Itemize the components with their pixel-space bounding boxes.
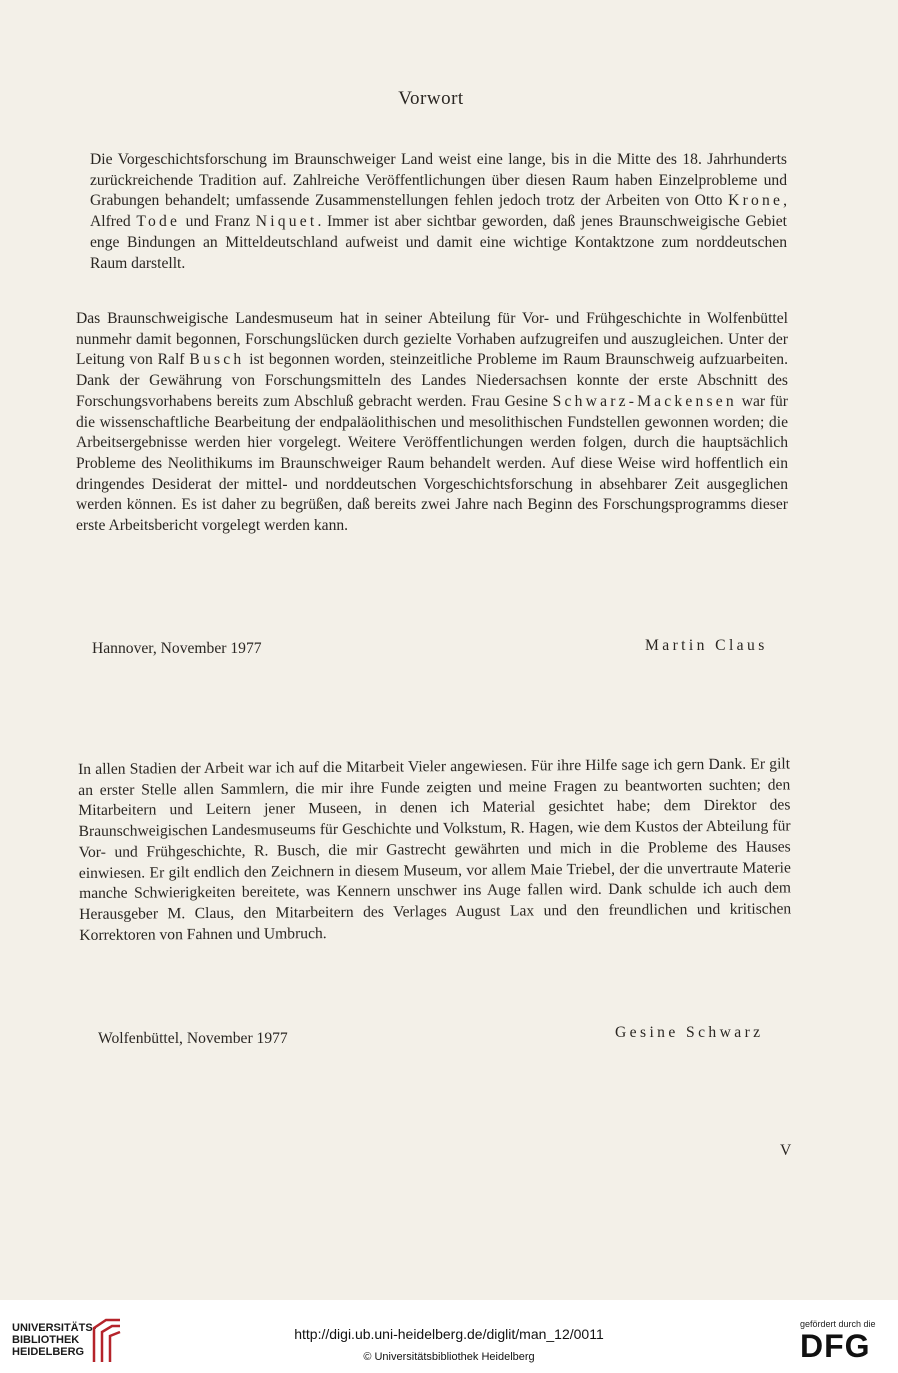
page-number: V [780,1142,792,1159]
library-line3: HEIDELBERG [12,1346,85,1358]
page-title: Vorwort [398,88,464,109]
paragraph-intro [90,150,787,274]
footer-bar [0,1300,898,1373]
dfg-label: gefördert durch die [800,1319,876,1329]
library-line1: UNIVERSITÄTS- [12,1322,97,1334]
signature-martin-claus: Martin Claus [645,637,768,654]
place-date-hannover: Hannover, November 1977 [92,640,262,657]
name-tode: Tode [136,213,181,231]
signature-gesine-schwarz: Gesine Schwarz [615,1024,764,1041]
copyright-text: © Universitätsbibliothek Heidelberg [363,1351,535,1363]
name-niquet: Niquet [255,213,318,231]
para1-text-a: Die Vorgeschichtsforschung im Braunschweiger Land weist eine lange, bis in die Mitte des 18. Jahrhunderts zurückreichende Tradition auf. Zahlreiche Veröffentlichungen über diesen Raum haben Einzelprobleme und Grabungen behandelt; umfassende Zusammenstellungen fehlen jedoch trotz der Arbeiten von Otto [90,151,787,210]
para1-mid1: , Alfred [90,192,787,231]
para1-text-b: . Immer ist aber sichtbar geworden, daß jenes Braunschweigische Gebiet enge Bindungen an Mitteldeutschland aufweist und damit eine wichtige Kontaktzone zum norddeutschen Raum darstellt. [90,213,787,272]
para2-text-b: ist begonnen worden, steinzeitliche Probleme im Raum Braunschweig aufzuarbeiten. Dank der Gewährung von Forschungsmitteln des Landes Niedersachsen konnte der erste Abschnitt des Forschungsvorhabens bereits zum Abschluß gebracht werden. Frau Gesine [76,351,789,410]
name-krone: Krone [728,192,784,210]
library-line2: BIBLIOTHEK [12,1334,80,1346]
para1-mid2: und Franz [180,213,256,231]
name-busch: Busch [189,351,245,369]
source-url-link[interactable]: http://digi.ub.uni-heidelberg.de/diglit/man_12/0011 [294,1326,604,1342]
paragraph-museum [76,309,788,537]
dfg-logo: DFG [800,1328,871,1364]
place-date-wolfenbuettel: Wolfenbüttel, November 1977 [98,1030,288,1047]
paragraph-acknowledgements: In allen Stadien der Arbeit war ich auf die Mitarbeit Vieler angewiesen. Für ihre Hilfe sage ich gern Dank. Er gilt an erster Stelle allen Sammlern, die mir ihre Funde zeigten und meine Fragen zu beantworten suchten; den Mitarbeitern und Leitern jener Museen, in denen ich Material gesichtet habe; dem Direktor des Braunschweigischen Landesmuseums für Geschichte und Volkstum, R. Hagen, wie dem Kustos der Abteilung für Vor- und Frühgeschichte, R. Busch, die mir Gastrecht gewährten und mich in die Probleme des Hauses einwiesen. Er gilt endlich den Zeichnern in diesem Museum, vor allem Maie Triebel, der die unvertraute Materie manche Schwierigkeiten bereitete, was Kennern unschwer ins Auge fallen wird. Dank schulde ich auch dem Herausgeber M. Claus, den Mitarbeitern des Verlages August Lax und den freundlichen und kritischen Korrektoren von Fahnen und Umbruch. [78,755,792,944]
name-schwarz-mackensen: Schwarz-Mackensen [552,392,737,410]
para2-text-c: war für die wissenschaftliche Bearbeitung der endpaläolithischen und mesolithischen Fundstellen gewonnen worden; die Arbeitsergebnisse werden hier vorgelegt. Weitere Veröffentlichungen werden folgen, durch die hauptsächlich Probleme des Neolithikums im Braunschweiger Raum behandelt werden. Auf diese Weise wird hoffentlich ein dringendes Desiderat der mittel- und norddeutschen Vorgeschichtsforschung in absehbarer Zeit ausgeglichen werden können. Es ist daher zu begrüßen, daß bereits zwei Jahre nach Beginn des Forschungsprogramms dieser erste Arbeitsbericht vorgelegt werden kann. [76,392,788,535]
para2-text-a: Das Braunschweigische Landesmuseum hat in seiner Abteilung für Vor- und Frühgeschichte in Wolfenbüttel nunmehr damit begonnen, Forschungslücken durch gezielte Vorhaben aufzugreifen und auszugleichen. Unter der Leitung von Ralf [76,310,788,369]
